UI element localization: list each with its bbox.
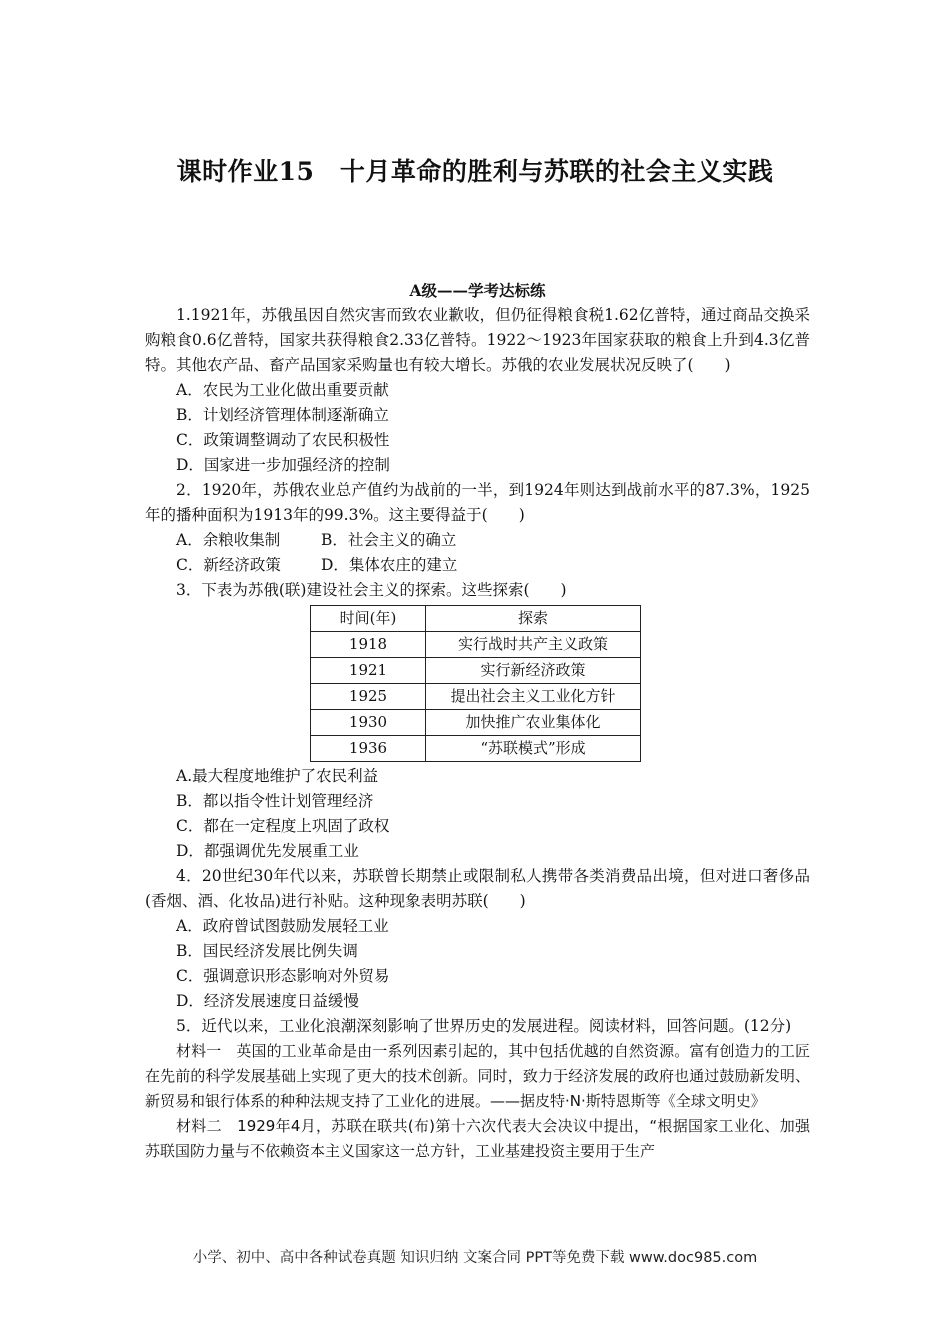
table-header-year: 时间(年)	[311, 605, 426, 631]
q5-material-2: 材料二 1929年4月，苏联在联共(布)第十六次代表大会决议中提出，“根据国家工业化、加强苏联国防力量与不依赖资本主义国家这一总方针，工业基建投资主要用于生产	[145, 1116, 810, 1160]
question-content	[145, 262, 810, 1164]
table-header-row	[311, 605, 641, 631]
q3-option-a: A.最大程度地维护了农民利益	[176, 766, 379, 785]
table-cell-exploration: 实行新经济政策	[426, 657, 641, 683]
table-cell-year: 1918	[311, 631, 426, 657]
q2-option-b: B．社会主义的确立	[321, 530, 457, 549]
q4-option-c: C．强调意识形态影响对外贸易	[176, 966, 390, 985]
q3-option-c: C．都在一定程度上巩固了政权	[176, 816, 390, 835]
table-cell-exploration: 加快推广农业集体化	[426, 709, 641, 735]
q2-options-row-2	[176, 553, 810, 578]
q3-option-b: B．都以指令性计划管理经济	[176, 791, 374, 810]
q2-option-d: D．集体农庄的建立	[321, 555, 458, 574]
table-cell-year: 1921	[311, 657, 426, 683]
q2-stem: 2．1920年，苏俄农业总产值约为战前的一半，到1924年则达到战前水平的87.3%，1925年的播种面积为1913年的99.3%。这主要得益于( )	[145, 480, 810, 524]
table-cell-year: 1925	[311, 683, 426, 709]
table-row	[311, 683, 641, 709]
q4-option-d: D．经济发展速度日益缓慢	[176, 991, 359, 1010]
q3-option-d: D．都强调优先发展重工业	[176, 841, 359, 860]
q1-option-b: B．计划经济管理体制逐渐确立	[176, 405, 389, 424]
table-row	[311, 709, 641, 735]
footer-watermark-text: 小学、初中、高中各种试卷真题 知识归纳 文案合同 PPT等免费下载 www.doc985.com	[192, 1250, 758, 1266]
table-header-exploration: 探索	[426, 605, 641, 631]
table-row	[311, 735, 641, 761]
level-heading: A级——学考达标练	[409, 280, 546, 300]
table-cell-exploration: “苏联模式”形成	[426, 735, 641, 761]
q2-option-a: A．余粮收集制	[176, 530, 281, 549]
q4-option-b: B．国民经济发展比例失调	[176, 941, 358, 960]
table-cell-exploration: 提出社会主义工业化方针	[426, 683, 641, 709]
q1-option-a: A．农民为工业化做出重要贡献	[176, 380, 389, 399]
q1-option-d: D．国家进一步加强经济的控制	[176, 455, 390, 474]
table-row	[311, 631, 641, 657]
q1-option-c: C．政策调整调动了农民积极性	[176, 430, 390, 449]
q3-stem: 3．下表为苏俄(联)建设社会主义的探索。这些探索( )	[176, 580, 567, 599]
q4-stem: 4．20世纪30年代以来，苏联曾长期禁止或限制私人携带各类消费品出境，但对进口奢侈品(香烟、酒、化妆品)进行补贴。这种现象表明苏联( )	[145, 866, 810, 910]
q4-option-a: A．政府曾试图鼓励发展轻工业	[176, 916, 389, 935]
table-cell-exploration: 实行战时共产主义政策	[426, 631, 641, 657]
exploration-table	[310, 605, 641, 762]
table-row	[311, 657, 641, 683]
table-cell-year: 1936	[311, 735, 426, 761]
q5-material-1: 材料一 英国的工业革命是由一系列因素引起的，其中包括优越的自然资源。富有创造力的工匠在先前的科学发展基础上实现了更大的技术创新。同时，致力于经济发展的政府也通过鼓励新发明、新贸易和银行体系的种种法规支持了工业化的进展。——据皮特·N·斯特恩斯等《全球文明史》	[145, 1041, 810, 1110]
q1-stem: 1.1921年，苏俄虽因自然灾害而致农业歉收，但仍征得粮食税1.62亿普特，通过商品交换采购粮食0.6亿普特，国家共获得粮食2.33亿普特。1922～1923年国家获取的粮食上升到4.3亿普特。其他农产品、畜产品国家采购量也有较大增长。苏俄的农业发展状况反映了( )	[145, 305, 810, 374]
page-title: 课时作业15 十月革命的胜利与苏联的社会主义实践	[176, 157, 774, 186]
q2-option-c: C．新经济政策	[176, 555, 281, 574]
q2-options-row-1	[176, 528, 810, 553]
q5-stem: 5．近代以来，工业化浪潮深刻影响了世界历史的发展进程。阅读材料，回答问题。(12分)	[176, 1016, 792, 1035]
table-cell-year: 1930	[311, 709, 426, 735]
